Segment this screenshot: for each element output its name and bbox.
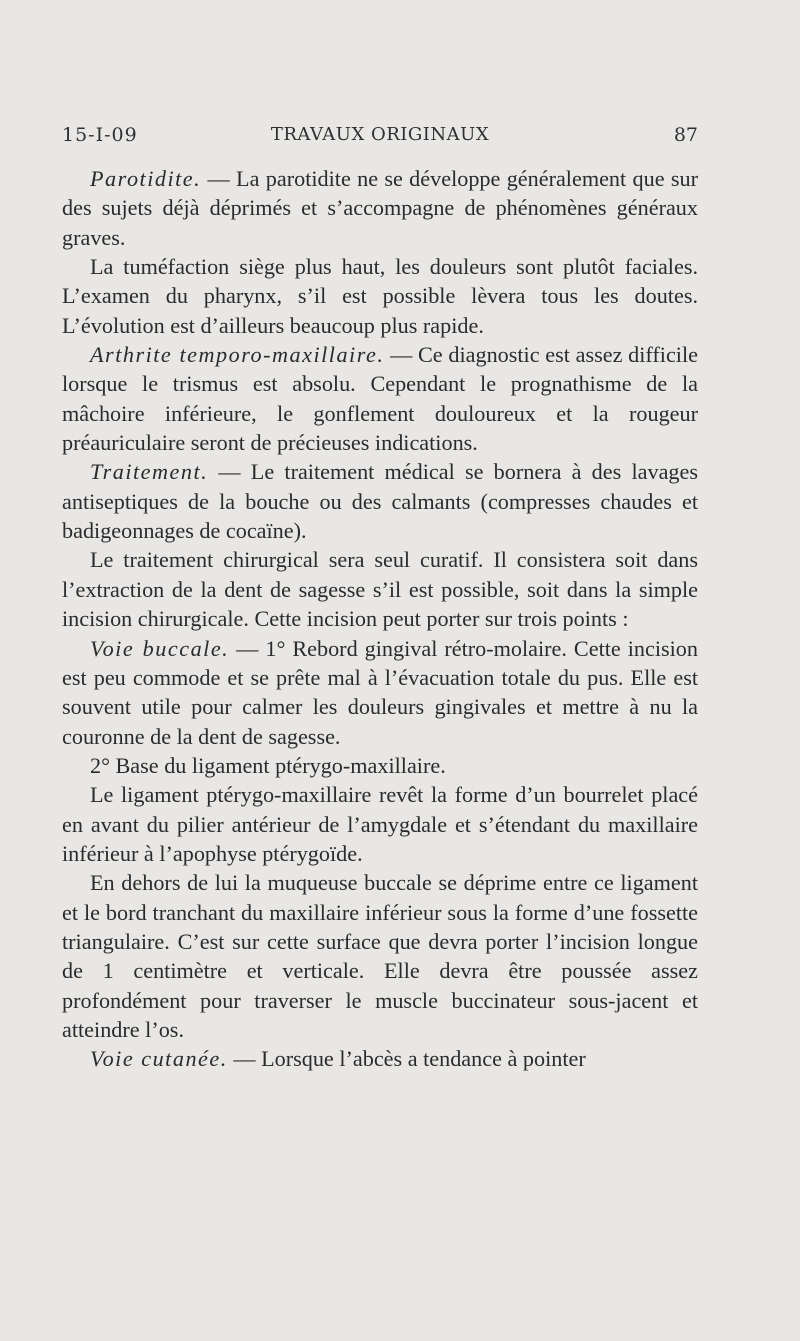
- paragraph: [62, 545, 698, 633]
- paragraph-heading: Voie cutanée.: [90, 1046, 228, 1072]
- paragraph-text: — La parotidite ne se développe généralement que sur des sujets déjà déprimés et s’accompagne de phénomènes généraux graves.: [62, 166, 698, 250]
- paragraph-heading: Parotidite.: [90, 166, 202, 191]
- paragraph-text: — Le traitement médical se bornera à des lavages antiseptiques de la bouche ou des calmants (compresses chaudes et badigeonnages de cocaïne).: [62, 459, 698, 544]
- paragraph-voie-cutanee: [62, 1044, 698, 1073]
- paragraph-parotidite: [62, 164, 698, 252]
- paragraph-text: Le ligament ptérygo-maxillaire revêt la forme d’un bourrelet placé en avant du pilier antérieur de l’amygdale et s’étendant du maxillaire inférieur à l’apophyse ptérygoïde.: [62, 782, 698, 866]
- paragraph-arthrite: [62, 340, 698, 457]
- issue-date: 15-I-09: [62, 124, 138, 146]
- paragraph-voie-buccale: [62, 634, 698, 751]
- paragraph-text: Le traitement chirurgical sera seul curatif. Il consistera soit dans l’extraction de la dent de sagesse s’il est possible, soit dans la simple incision chirurgicale. Cette incision peut porter sur trois points :: [62, 547, 698, 632]
- paragraph-text: — 1° Rebord gingival rétro-molaire. Cette incision est peu commode et se prête mal à l’évacuation totale du pus. Elle est souvent utile pour calmer les douleurs gingivales et mettre à nu la couronne de la dent de sagesse.: [62, 635, 698, 749]
- paragraph-traitement: [62, 457, 698, 545]
- paragraph-heading: Voie buccale.: [90, 635, 230, 661]
- paragraph-text: La tuméfaction siège plus haut, les douleurs sont plutôt faciales. L’examen du pharynx, s’il est possible lèvera tous les doutes. L’évolution est d’ailleurs beaucoup plus rapide.: [62, 254, 698, 338]
- paragraph-heading: Arthrite temporo-maxillaire.: [90, 342, 385, 368]
- paragraph: [62, 751, 698, 780]
- running-head: [62, 124, 698, 154]
- page-number: 87: [673, 124, 698, 146]
- paragraph: [62, 780, 698, 868]
- paragraph-text: — Lorsque l’abcès a tendance à pointer: [227, 1046, 586, 1072]
- paragraph-text: En dehors de lui la muqueuse buccale se déprime entre ce ligament et le bord tranchant du maxillaire inférieur sous la forme d’une fossette triangulaire. C’est sur cette surface que devra porter l’incision longue de 1 centimètre et verticale. Elle devra être poussée assez profondément pour traverser le muscle buccinateur sous-jacent et atteindre l’os.: [62, 870, 698, 1042]
- body-text: [62, 164, 698, 1074]
- paragraph: [62, 868, 698, 1044]
- paragraph-text: 2° Base du ligament ptérygo-maxillaire.: [90, 752, 446, 778]
- paragraph-heading: Traitement.: [90, 459, 209, 485]
- paragraph: [62, 252, 698, 340]
- section-title: TRAVAUX ORIGINAUX: [270, 124, 490, 145]
- paragraph-text: — Ce diagnostic est assez difficile lorsque le trismus est absolu. Cependant le prognathisme de la mâchoire inférieure, le gonflement douloureux et la rougeur préauriculaire seront de précieuses indications.: [62, 342, 698, 456]
